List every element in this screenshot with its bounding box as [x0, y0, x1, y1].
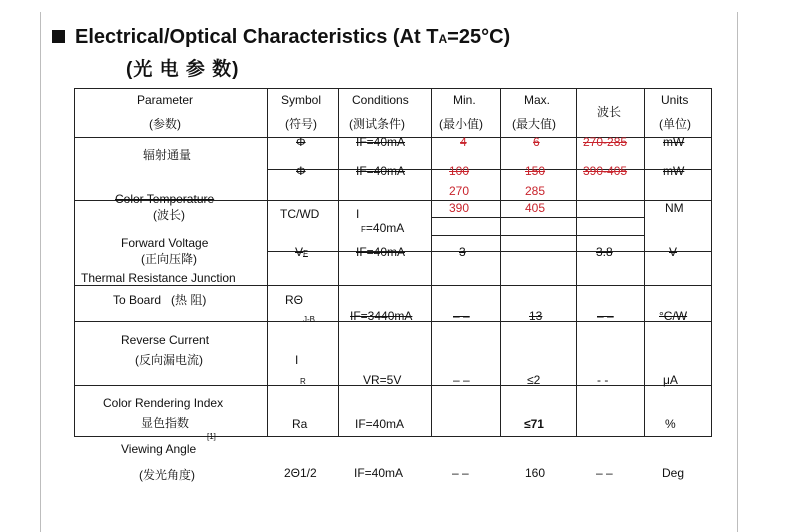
- header-min: Min.: [453, 93, 476, 107]
- row-divider: [267, 251, 711, 252]
- param-viewing-angle: Viewing Angle: [121, 442, 197, 456]
- param-forward-voltage: Forward Voltage: [121, 236, 209, 250]
- symbol-rtheta-sub: J-B: [303, 315, 315, 324]
- cond-if: IF=40mA: [354, 466, 404, 480]
- header-symbol: Symbol: [281, 93, 322, 107]
- square-bullet-icon: [52, 30, 65, 43]
- max-value: 160: [525, 466, 546, 480]
- param-cri-cn: 显色指数: [141, 416, 190, 430]
- header-units: Units: [661, 93, 689, 107]
- col-divider: [267, 89, 268, 436]
- min-value: – –: [453, 309, 470, 323]
- wavelength-value: - -: [597, 373, 609, 387]
- symbol-rtheta: RΘ: [285, 293, 303, 307]
- row-divider: [267, 169, 711, 170]
- header-wavelength: 波长: [597, 105, 622, 119]
- header-max-cn: (最大值): [512, 117, 556, 131]
- symbol-tc: TC/WD: [280, 207, 320, 221]
- symbol-ir-sub: R: [300, 377, 306, 386]
- document-subtitle: (光 电 参 数): [126, 59, 240, 80]
- unit-value: mW: [663, 164, 685, 178]
- characteristics-table: [74, 88, 712, 437]
- header-min-cn: (最小值): [439, 117, 483, 131]
- param-cri: Color Rendering Index: [103, 396, 224, 410]
- cond-vr: VR=5V: [363, 373, 402, 387]
- param-viewing-angle-cn: (发光角度): [139, 468, 195, 482]
- symbol-ir: I: [295, 353, 299, 367]
- max-value: ≤71: [524, 417, 544, 431]
- max-value: ≤2: [527, 373, 541, 387]
- min-value: – –: [453, 373, 470, 387]
- symbol-phi: Φ: [296, 135, 306, 149]
- col-divider: [644, 89, 645, 436]
- symbol-vf: VF: [295, 245, 308, 259]
- col-divider: [431, 89, 432, 436]
- header-symbol-cn: (符号): [285, 117, 317, 131]
- unit-value: %: [665, 417, 676, 431]
- min-value: – –: [452, 466, 469, 480]
- header-parameter: Parameter: [137, 93, 194, 107]
- document-title: Electrical/Optical Characteristics (At TA=25°C): [52, 26, 510, 49]
- max-value: 405: [525, 201, 546, 215]
- unit-value: mW: [663, 135, 685, 149]
- header-units-cn: (单位): [659, 117, 691, 131]
- max-value: 6: [533, 135, 540, 149]
- col-divider: [338, 89, 339, 436]
- max-value: 285: [525, 184, 546, 198]
- cond-i: I: [356, 207, 360, 221]
- cond-if-split: F=40mA: [361, 221, 405, 235]
- wavelength-value: 390-405: [583, 164, 628, 178]
- row-divider: [75, 285, 711, 286]
- cond-if: IF=40mA: [356, 245, 406, 259]
- symbol-ra: Ra: [292, 417, 308, 431]
- param-reverse-current: Reverse Current: [121, 333, 210, 347]
- header-conditions: Conditions: [352, 93, 409, 107]
- param-thermal-resistance: Thermal Resistance Junction: [81, 271, 236, 285]
- unit-value: V: [669, 245, 678, 259]
- unit-value: °C/W: [659, 309, 688, 323]
- param-color-temperature-cn: (波长): [153, 208, 185, 222]
- wavelength-value: – –: [596, 466, 613, 480]
- max-value: 13: [529, 309, 543, 323]
- min-value: 3: [459, 245, 466, 259]
- param-radiant-flux: 辐射通量: [143, 148, 192, 162]
- header-parameter-cn: (参数): [149, 117, 181, 131]
- min-value: 270: [449, 184, 470, 198]
- min-value: 4: [460, 135, 467, 149]
- row-divider: [431, 235, 644, 236]
- symbol-phi: Φ: [296, 164, 306, 178]
- unit-value: NM: [665, 201, 684, 215]
- param-forward-voltage-cn: (正向压降): [141, 252, 197, 266]
- header-conditions-cn: (测试条件): [349, 117, 405, 131]
- wavelength-value: – –: [597, 309, 614, 323]
- min-value: 100: [449, 164, 470, 178]
- col-divider: [576, 89, 577, 436]
- max-value: 150: [525, 164, 546, 178]
- unit-value: Deg: [662, 466, 685, 480]
- cond-if: IF=40mA: [356, 135, 406, 149]
- row-divider: [431, 217, 644, 218]
- unit-value: μA: [663, 373, 678, 387]
- param-reverse-current-cn: (反向漏电流): [135, 353, 203, 367]
- cond-if: IF=40mA: [355, 417, 405, 431]
- wavelength-value: 3.8: [596, 245, 613, 259]
- param-color-temperature: Color Temperature: [115, 192, 215, 206]
- param-to-board: To Board (热 阻): [113, 293, 207, 307]
- cond-if: IF=40mA: [356, 164, 406, 178]
- col-divider: [500, 89, 501, 436]
- symbol-2theta: 2Θ1/2: [284, 466, 317, 480]
- footnote-marker: [1]: [207, 432, 216, 441]
- min-value: 390: [449, 201, 470, 215]
- header-max: Max.: [524, 93, 551, 107]
- wavelength-value: 270-285: [583, 135, 628, 149]
- cond-if: IF=3440mA: [350, 309, 413, 323]
